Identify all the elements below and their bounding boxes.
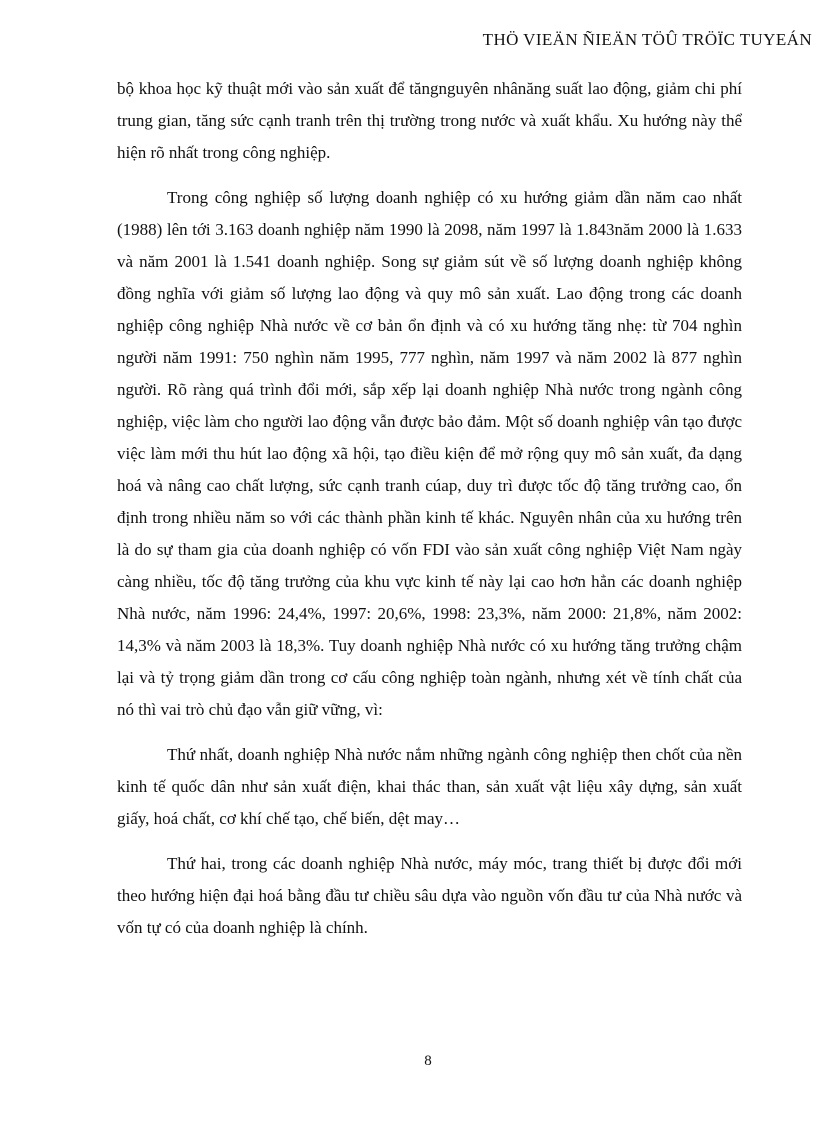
paragraph-second-reason: Thứ hai, trong các doanh nghiệp Nhà nước, máy móc, trang thiết bị được đổi mới theo hướng hiện đại hoá bằng đầu tư chiều sâu dựa vào nguồn vốn đầu tư của Nhà nước và vốn tự có của doanh nghiệp là chính. (117, 854, 742, 937)
page-number: 8 (424, 1053, 432, 1069)
document-body (117, 73, 742, 944)
paragraph-continuation: bộ khoa học kỹ thuật mới vào sản xuất để tăngnguyên nhânăng suất lao động, giảm chi phí trung gian, tăng sức cạnh tranh trên thị trường trong nước và xuất khẩu. Xu hướng này thể hiện rõ nhất trong công nghiệp. (117, 79, 742, 162)
paragraph-enterprise-trends: Trong công nghiệp số lượng doanh nghiệp có xu hướng giảm dần năm cao nhất (1988) lên tới 3.163 doanh nghiệp năm 1990 là 2098, năm 1997 là 1.843năm 2000 là 1.633 và năm 2001 là 1.541 doanh nghiệp. Song sự giảm sút về số lượng doanh nghiệp không đồng nghĩa với giảm số lượng lao động và quy mô sản xuất. Lao động trong các doanh nghiệp công nghiệp Nhà nước về cơ bản ổn định và có xu hướng tăng nhẹ: từ 704 nghìn người năm 1991: 750 nghìn năm 1995, 777 nghìn, năm 1997 và năm 2002 là 877 nghìn người. Rõ ràng quá trình đổi mới, sắp xếp lại doanh nghiệp Nhà nước trong ngành công nghiệp, việc làm cho người lao động vẫn được bảo đảm. Một số doanh nghiệp vân tạo được việc làm mới thu hút lao động xã hội, tạo điều kiện để mở rộng quy mô sản xuất, đa dạng hoá và nâng cao chất lượng, sức cạnh tranh cúap, duy trì được tốc độ tăng trưởng cao, ổn định trong nhiều năm so với các thành phần kinh tế khác. Nguyên nhân của xu hướng trên là do sự tham gia của doanh nghiệp có vốn FDI vào sản xuất công nghiệp Việt Nam ngày càng nhiều, tốc độ tăng trưởng của khu vực kinh tế này lại cao hơn hẳn các doanh nghiệp Nhà nước, năm 1996: 24,4%, 1997: 20,6%, 1998: 23,3%, năm 2000: 21,8%, năm 2002: 14,3% và năm 2003 là 18,3%. Tuy doanh nghiệp Nhà nước có xu hướng tăng trưởng chậm lại và tỷ trọng giảm dần trong cơ cấu công nghiệp toàn ngành, nhưng xét về tính chất của nó thì vai trò chủ đạo vẫn giữ vững, vì: (117, 188, 742, 719)
paragraph-first-reason: Thứ nhất, doanh nghiệp Nhà nước nắm những ngành công nghiệp then chốt của nền kinh tế quốc dân như sản xuất điện, khai thác than, sản xuất vật liệu xây dựng, sản xuất giấy, hoá chất, cơ khí chế tạo, chế biến, dệt may… (117, 745, 742, 828)
running-header: THÖ VIEÄN ÑIEÄN TÖÛ TRÖÏC TUYEÁN (482, 30, 812, 49)
